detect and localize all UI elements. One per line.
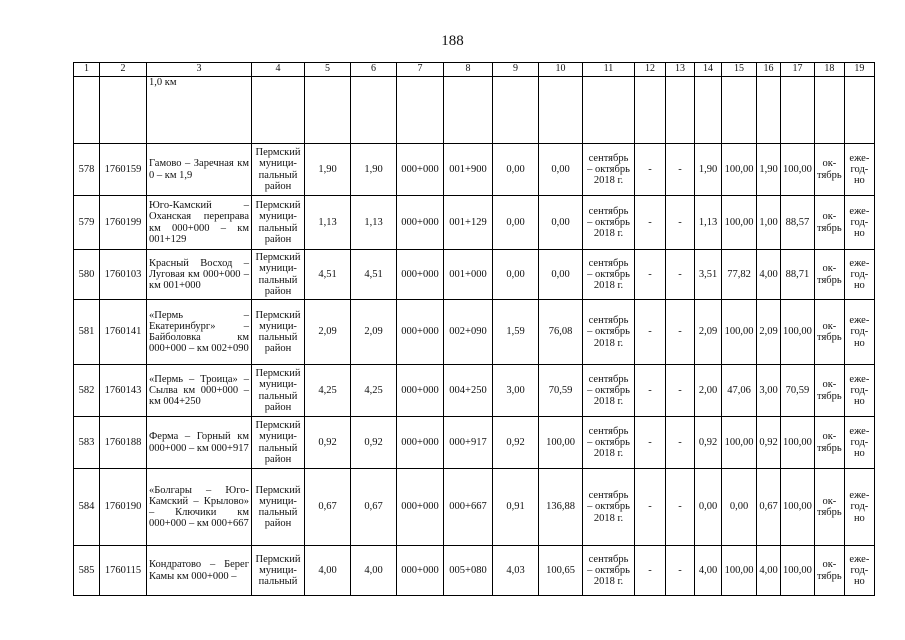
col-15-value-cell: 100,00 bbox=[722, 196, 757, 250]
col-16-value-cell: 3,00 bbox=[757, 365, 781, 417]
table-row bbox=[74, 196, 875, 250]
column-number: 4 bbox=[252, 63, 305, 77]
road-code-cell: 1760190 bbox=[100, 469, 147, 546]
km-end-cell: 005+080 bbox=[444, 546, 493, 596]
length-cell: 4,00 bbox=[305, 546, 351, 596]
col-9-value-cell: 0,91 bbox=[493, 469, 539, 546]
road-code-cell: 1760103 bbox=[100, 250, 147, 300]
col-17-value-cell: 100,00 bbox=[781, 546, 815, 596]
column-number: 14 bbox=[695, 63, 722, 77]
col-12-value-cell: - bbox=[635, 546, 666, 596]
work-period-cell: сентябрь – октябрь 2018 г. bbox=[583, 365, 635, 417]
column-number: 7 bbox=[397, 63, 444, 77]
work-period-cell: сентябрь – октябрь 2018 г. bbox=[583, 417, 635, 469]
col-14-value-cell: 3,51 bbox=[695, 250, 722, 300]
col-17-value-cell: 100,00 bbox=[781, 300, 815, 365]
col-9-value-cell: 1,59 bbox=[493, 300, 539, 365]
col-13-value-cell: - bbox=[666, 300, 695, 365]
col-12-value-cell: - bbox=[635, 469, 666, 546]
column-number: 16 bbox=[757, 63, 781, 77]
col-15-value-cell: 100,00 bbox=[722, 144, 757, 196]
frequency-cell: еже-год-но bbox=[844, 196, 874, 250]
column-number: 15 bbox=[722, 63, 757, 77]
column-number: 11 bbox=[583, 63, 635, 77]
road-code-cell: 1760188 bbox=[100, 417, 147, 469]
frequency-cell: еже-год-но bbox=[844, 250, 874, 300]
month-cell: ок-тябрь bbox=[814, 144, 844, 196]
col-13-value-cell: - bbox=[666, 469, 695, 546]
month-cell: ок-тябрь bbox=[814, 469, 844, 546]
col-12-value-cell: - bbox=[635, 365, 666, 417]
column-number: 1 bbox=[74, 63, 100, 77]
km-start-cell: 000+000 bbox=[397, 250, 444, 300]
col-14-value-cell: 4,00 bbox=[695, 546, 722, 596]
col-15-value-cell: 100,00 bbox=[722, 417, 757, 469]
col-17-value-cell: 100,00 bbox=[781, 469, 815, 546]
col-14-value-cell: 0,92 bbox=[695, 417, 722, 469]
table-row bbox=[74, 144, 875, 196]
col-16-value-cell: 0,67 bbox=[757, 469, 781, 546]
col-10-value-cell: 100,65 bbox=[539, 546, 583, 596]
district-cell: Пермский муници-пальный район bbox=[252, 365, 305, 417]
road-data-table bbox=[73, 62, 875, 596]
road-code-cell: 1760199 bbox=[100, 196, 147, 250]
frequency-cell: еже-год-но bbox=[844, 469, 874, 546]
km-end-cell: 000+917 bbox=[444, 417, 493, 469]
row-number-cell: 578 bbox=[74, 144, 100, 196]
column-number: 19 bbox=[844, 63, 874, 77]
district-cell: Пермский муници-пальный район bbox=[252, 417, 305, 469]
length-total-cell: 4,51 bbox=[351, 250, 397, 300]
work-period-cell: сентябрь – октябрь 2018 г. bbox=[583, 546, 635, 596]
column-number-row bbox=[74, 63, 875, 77]
col-9-value-cell: 0,00 bbox=[493, 196, 539, 250]
col-13-value-cell: - bbox=[666, 196, 695, 250]
col-16-value-cell: 2,09 bbox=[757, 300, 781, 365]
road-name-cell: Кондратово – Берег Камы км 000+000 – bbox=[147, 546, 252, 596]
col-16-value-cell: 4,00 bbox=[757, 546, 781, 596]
length-total-cell: 1,90 bbox=[351, 144, 397, 196]
col-10-value-cell: 0,00 bbox=[539, 144, 583, 196]
row-number-cell: 579 bbox=[74, 196, 100, 250]
col-17-value-cell: 88,57 bbox=[781, 196, 815, 250]
district-cell: Пермский муници-пальный район bbox=[252, 196, 305, 250]
col-17-value-cell: 88,71 bbox=[781, 250, 815, 300]
col-15-value-cell: 47,06 bbox=[722, 365, 757, 417]
col-14-value-cell: 1,90 bbox=[695, 144, 722, 196]
km-start-cell: 000+000 bbox=[397, 469, 444, 546]
col-15-value-cell: 77,82 bbox=[722, 250, 757, 300]
col-10-value-cell: 100,00 bbox=[539, 417, 583, 469]
length-total-cell: 0,92 bbox=[351, 417, 397, 469]
col-13-value-cell: - bbox=[666, 365, 695, 417]
km-end-cell: 004+250 bbox=[444, 365, 493, 417]
col-10-value-cell: 136,88 bbox=[539, 469, 583, 546]
km-start-cell: 000+000 bbox=[397, 144, 444, 196]
column-number: 9 bbox=[493, 63, 539, 77]
frequency-cell: еже-год-но bbox=[844, 300, 874, 365]
work-period-cell: сентябрь – октябрь 2018 г. bbox=[583, 196, 635, 250]
district-cell: Пермский муници-пальный район bbox=[252, 469, 305, 546]
col-16-value-cell: 4,00 bbox=[757, 250, 781, 300]
col-14-value-cell: 2,00 bbox=[695, 365, 722, 417]
table-row bbox=[74, 365, 875, 417]
column-number: 2 bbox=[100, 63, 147, 77]
col-15-value-cell: 100,00 bbox=[722, 546, 757, 596]
col-16-value-cell: 0,92 bbox=[757, 417, 781, 469]
work-period-cell: сентябрь – октябрь 2018 г. bbox=[583, 250, 635, 300]
col-12-value-cell: - bbox=[635, 196, 666, 250]
row-number-cell: 584 bbox=[74, 469, 100, 546]
continuation-row bbox=[74, 77, 875, 144]
km-end-cell: 000+667 bbox=[444, 469, 493, 546]
table-row bbox=[74, 417, 875, 469]
column-number: 3 bbox=[147, 63, 252, 77]
road-name-cell: Юго-Камский – Оханская переправа км 000+000 – км 001+129 bbox=[147, 196, 252, 250]
road-name-cell: 1,0 км bbox=[147, 77, 252, 144]
road-code-cell: 1760141 bbox=[100, 300, 147, 365]
road-name-cell: Красный Восход – Луговая км 000+000 – км 001+000 bbox=[147, 250, 252, 300]
month-cell: ок-тябрь bbox=[814, 365, 844, 417]
km-start-cell: 000+000 bbox=[397, 546, 444, 596]
col-14-value-cell: 0,00 bbox=[695, 469, 722, 546]
col-15-value-cell: 0,00 bbox=[722, 469, 757, 546]
district-cell: Пермский муници-пальный район bbox=[252, 144, 305, 196]
col-12-value-cell: - bbox=[635, 250, 666, 300]
column-number: 5 bbox=[305, 63, 351, 77]
work-period-cell: сентябрь – октябрь 2018 г. bbox=[583, 300, 635, 365]
col-17-value-cell: 100,00 bbox=[781, 144, 815, 196]
col-16-value-cell: 1,00 bbox=[757, 196, 781, 250]
row-number-cell: 583 bbox=[74, 417, 100, 469]
district-cell: Пермский муници-пальный bbox=[252, 546, 305, 596]
length-total-cell: 4,00 bbox=[351, 546, 397, 596]
frequency-cell: еже-год-но bbox=[844, 365, 874, 417]
col-10-value-cell: 0,00 bbox=[539, 250, 583, 300]
frequency-cell: еже-год-но bbox=[844, 144, 874, 196]
column-number: 8 bbox=[444, 63, 493, 77]
col-13-value-cell: - bbox=[666, 144, 695, 196]
column-number: 10 bbox=[539, 63, 583, 77]
length-cell: 0,67 bbox=[305, 469, 351, 546]
row-number-cell: 582 bbox=[74, 365, 100, 417]
month-cell: ок-тябрь bbox=[814, 417, 844, 469]
month-cell: ок-тябрь bbox=[814, 250, 844, 300]
road-code-cell: 1760159 bbox=[100, 144, 147, 196]
column-number: 12 bbox=[635, 63, 666, 77]
km-start-cell: 000+000 bbox=[397, 365, 444, 417]
frequency-cell: еже-год-но bbox=[844, 417, 874, 469]
col-12-value-cell: - bbox=[635, 417, 666, 469]
length-cell: 1,90 bbox=[305, 144, 351, 196]
month-cell: ок-тябрь bbox=[814, 300, 844, 365]
col-13-value-cell: - bbox=[666, 417, 695, 469]
column-number: 17 bbox=[781, 63, 815, 77]
row-number-cell: 585 bbox=[74, 546, 100, 596]
col-17-value-cell: 100,00 bbox=[781, 417, 815, 469]
column-number: 13 bbox=[666, 63, 695, 77]
col-13-value-cell: - bbox=[666, 546, 695, 596]
road-name-cell: «Болгары – Юго-Камский – Крылово» – Ключики км 000+000 – км 000+667 bbox=[147, 469, 252, 546]
col-12-value-cell: - bbox=[635, 300, 666, 365]
road-name-cell: «Пермь – Троица» – Сылва км 000+000 – км 004+250 bbox=[147, 365, 252, 417]
km-end-cell: 001+129 bbox=[444, 196, 493, 250]
col-9-value-cell: 3,00 bbox=[493, 365, 539, 417]
col-14-value-cell: 1,13 bbox=[695, 196, 722, 250]
month-cell: ок-тябрь bbox=[814, 546, 844, 596]
length-cell: 4,51 bbox=[305, 250, 351, 300]
frequency-cell: еже-год-но bbox=[844, 546, 874, 596]
col-10-value-cell: 70,59 bbox=[539, 365, 583, 417]
col-14-value-cell: 2,09 bbox=[695, 300, 722, 365]
row-number-cell: 580 bbox=[74, 250, 100, 300]
length-total-cell: 2,09 bbox=[351, 300, 397, 365]
road-name-cell: Гамово – Заречная км 0 – км 1,9 bbox=[147, 144, 252, 196]
length-total-cell: 0,67 bbox=[351, 469, 397, 546]
column-number: 18 bbox=[814, 63, 844, 77]
length-total-cell: 1,13 bbox=[351, 196, 397, 250]
table-row bbox=[74, 469, 875, 546]
col-13-value-cell: - bbox=[666, 250, 695, 300]
km-start-cell: 000+000 bbox=[397, 196, 444, 250]
work-period-cell: сентябрь – октябрь 2018 г. bbox=[583, 469, 635, 546]
district-cell: Пермский муници-пальный район bbox=[252, 300, 305, 365]
length-cell: 0,92 bbox=[305, 417, 351, 469]
page-number: 188 bbox=[441, 33, 464, 49]
road-code-cell: 1760115 bbox=[100, 546, 147, 596]
road-name-cell: Ферма – Горный км 000+000 – км 000+917 bbox=[147, 417, 252, 469]
col-17-value-cell: 70,59 bbox=[781, 365, 815, 417]
length-cell: 4,25 bbox=[305, 365, 351, 417]
length-cell: 1,13 bbox=[305, 196, 351, 250]
road-code-cell: 1760143 bbox=[100, 365, 147, 417]
table-row bbox=[74, 546, 875, 596]
work-period-cell: сентябрь – октябрь 2018 г. bbox=[583, 144, 635, 196]
km-start-cell: 000+000 bbox=[397, 300, 444, 365]
table-row bbox=[74, 250, 875, 300]
col-15-value-cell: 100,00 bbox=[722, 300, 757, 365]
col-9-value-cell: 4,03 bbox=[493, 546, 539, 596]
table-row bbox=[74, 300, 875, 365]
column-number: 6 bbox=[351, 63, 397, 77]
km-end-cell: 001+900 bbox=[444, 144, 493, 196]
km-end-cell: 002+090 bbox=[444, 300, 493, 365]
km-end-cell: 001+000 bbox=[444, 250, 493, 300]
month-cell: ок-тябрь bbox=[814, 196, 844, 250]
km-start-cell: 000+000 bbox=[397, 417, 444, 469]
col-9-value-cell: 0,92 bbox=[493, 417, 539, 469]
row-number-cell: 581 bbox=[74, 300, 100, 365]
col-10-value-cell: 0,00 bbox=[539, 196, 583, 250]
col-16-value-cell: 1,90 bbox=[757, 144, 781, 196]
district-cell: Пермский муници-пальный район bbox=[252, 250, 305, 300]
col-10-value-cell: 76,08 bbox=[539, 300, 583, 365]
length-total-cell: 4,25 bbox=[351, 365, 397, 417]
length-cell: 2,09 bbox=[305, 300, 351, 365]
col-9-value-cell: 0,00 bbox=[493, 250, 539, 300]
col-12-value-cell: - bbox=[635, 144, 666, 196]
road-name-cell: «Пермь – Екатеринбург» – Байболовка км 000+000 – км 002+090 bbox=[147, 300, 252, 365]
col-9-value-cell: 0,00 bbox=[493, 144, 539, 196]
